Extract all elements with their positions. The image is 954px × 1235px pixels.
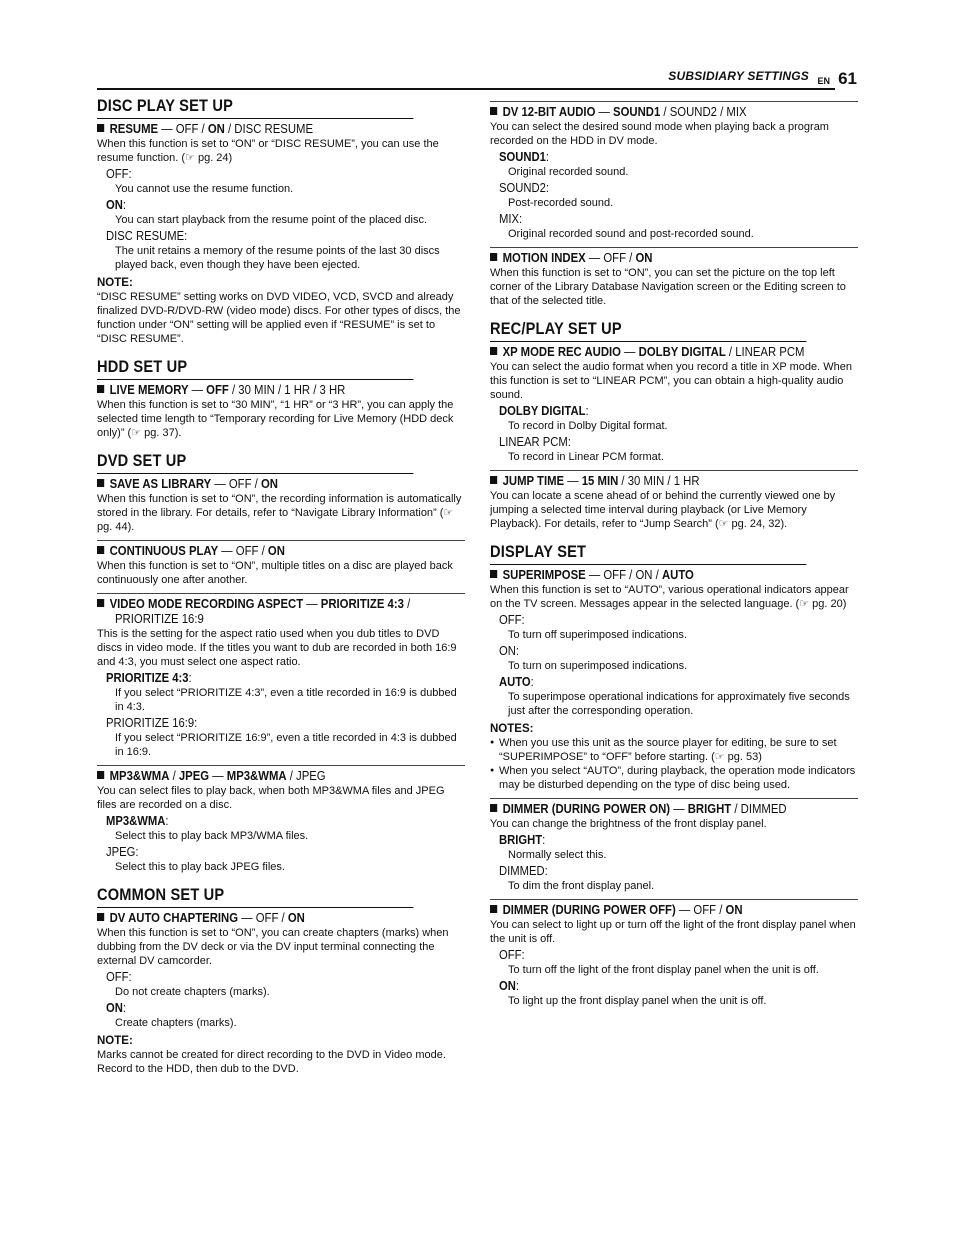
option-colon: : — [128, 167, 132, 181]
option-name: BRIGHT — [499, 833, 543, 847]
page-number: 61 — [838, 69, 857, 88]
setting-heading — [97, 769, 428, 784]
note-text: “DISC RESUME” setting works on DVD VIDEO, VCD, SVCD and already finalized DVD-R/DVD-RW (video mode) discs. For other types of discs, the function under “ON” setting will be applied even if “RESUME” is set to “DISC RESUME”. — [97, 291, 461, 345]
setting-option-bold: ON — [267, 544, 285, 558]
option-label-dolby-digital — [499, 404, 822, 419]
setting-description: You can select the audio format when you record a title in XP mode. When this function is set to “LINEAR PCM”, you can obtain a high-quality audio sound. — [490, 361, 852, 401]
setting-description: You can change the brightness of the front display panel. — [490, 818, 767, 830]
option-label-mp3-wma — [106, 814, 429, 829]
option-name: PRIORITIZE 16:9 — [106, 716, 195, 730]
setting-option-text: — — [621, 345, 639, 359]
option-name: OFF — [106, 167, 129, 181]
option-name: OFF — [106, 970, 129, 984]
option-label-sound2 — [499, 181, 822, 196]
option-name: ON — [106, 1001, 123, 1015]
option-name: DIMMED — [499, 864, 545, 878]
setting-option-text: — OFF / — [675, 903, 726, 917]
option-colon: : — [544, 864, 548, 878]
setting-option-text: — OFF / — [238, 911, 288, 925]
option-description: Post-recorded sound. — [508, 197, 614, 209]
setting-item-dv-12-bit-audio — [490, 101, 858, 241]
option-label-on — [499, 979, 822, 994]
setting-description: When this function is set to “ON”, multiple titles on a disc are played back continuously one after another. — [97, 560, 453, 586]
setting-option-bold: AUTO — [661, 568, 694, 582]
option-description: You cannot use the resume function. — [115, 183, 294, 195]
setting-description: When this function is set to “ON” or “DISC RESUME”, you can use the resume function. (☞ pg. 24) — [97, 138, 439, 164]
setting-option-bold: DOLBY DIGITAL — [638, 345, 726, 359]
option-description: To turn on superimposed indications. — [508, 660, 688, 672]
option-label-on — [106, 1001, 429, 1016]
setting-option-bold: LIVE MEMORY — [109, 383, 189, 397]
setting-option-text: — — [595, 105, 614, 119]
option-description: To turn off the light of the front display panel when the unit is off. — [508, 964, 819, 976]
setting-option-bold: SAVE AS LIBRARY — [109, 477, 212, 491]
setting-option-bold: SOUND1 — [613, 105, 661, 119]
setting-option-bold: ON — [260, 477, 278, 491]
setting-option-bold: JUMP TIME — [502, 474, 565, 488]
setting-option-text: — — [188, 383, 207, 397]
note-list-item: ● When you select “AUTO”, during playback, the operation mode indicators may be disturbed depending on the type of disc being used. — [490, 764, 858, 792]
option-colon: : — [545, 181, 550, 195]
setting-item-live-memory — [97, 383, 465, 440]
setting-option-bold: PRIORITIZE 4:3 — [320, 597, 404, 611]
option-label-on — [499, 644, 822, 659]
right-column — [490, 95, 858, 1008]
setting-item-mp3-wma — [97, 765, 465, 874]
square-bullet-icon — [97, 771, 104, 779]
setting-heading — [490, 903, 821, 918]
option-name: DOLBY DIGITAL — [499, 404, 586, 418]
setting-description: When this function is set to “ON”, the recording information is automatically stored in the library. For details, refer to “Navigate Library Information” (☞ pg. 44). — [97, 493, 462, 533]
option-name: SOUND2 — [499, 181, 546, 195]
setting-option-text: — — [670, 802, 688, 816]
setting-option-bold: DIMMER (DURING POWER OFF) — [502, 903, 676, 917]
setting-heading — [97, 477, 428, 492]
setting-heading-continued: PRIORITIZE 16:9 — [115, 612, 204, 626]
option-label-bright — [499, 833, 822, 848]
notes-title: NOTES: — [490, 723, 534, 735]
setting-item-video-mode-recording-aspect — [97, 593, 465, 759]
setting-description: You can locate a scene ahead of or behind the currently viewed one by jumping a selected time interval during playback (or Live Memory Playback). For details, refer to “Jump Search” (☞ pg. 24, 32). — [490, 490, 836, 530]
option-description: To light up the front display panel when the unit is off. — [508, 995, 767, 1007]
option-colon: : — [515, 979, 520, 993]
section-title-display-set: DISPLAY SET — [490, 541, 806, 565]
setting-option-bold: XP MODE REC AUDIO — [502, 345, 622, 359]
option-colon: : — [194, 716, 198, 730]
option-description: If you select “PRIORITIZE 16:9”, even a title recorded in 4:3 is dubbed in 16:9. — [115, 732, 457, 758]
square-bullet-icon — [490, 804, 497, 812]
option-colon: : — [521, 613, 525, 627]
setting-item-dv-auto-chaptering — [97, 911, 465, 1076]
setting-description: When this function is set to “30 MIN”, “1 HR” or “3 HR”, you can apply the selected time length to “Temporary recording for Live Memory (HDD deck only)” (☞ pg. 37). — [97, 399, 454, 439]
option-colon: : — [530, 675, 534, 689]
setting-item-dimmer-during-power-off — [490, 899, 858, 1008]
option-name: DISC RESUME — [106, 229, 185, 243]
option-name: ON — [499, 644, 516, 658]
option-label-prioritize-16-9 — [106, 716, 429, 731]
square-bullet-icon — [490, 476, 497, 484]
option-label-jpeg — [106, 845, 429, 860]
setting-heading — [490, 802, 821, 817]
option-description: Select this to play back MP3/WMA files. — [115, 830, 309, 842]
setting-option-text: — OFF / — [158, 122, 208, 136]
setting-option-bold: MP3&WMA — [109, 769, 170, 783]
section-title-disc-play-set-up: DISC PLAY SET UP — [97, 95, 413, 119]
option-description: Original recorded sound and post-recorded sound. — [508, 228, 754, 240]
setting-option-text: — — [303, 597, 321, 611]
note-text: Marks cannot be created for direct recording to the DVD in Video mode. Record to the HDD, then dub to the DVD. — [97, 1049, 446, 1075]
setting-description: You can select files to play back, when both MP3&WMA files and JPEG files are recorded on a disc. — [97, 785, 445, 811]
option-colon: : — [122, 198, 127, 212]
setting-heading — [97, 122, 428, 137]
setting-option-bold: ON — [725, 903, 743, 917]
setting-option-bold: MOTION INDEX — [502, 251, 586, 265]
option-label-on — [106, 198, 429, 213]
setting-description: When this function is set to “ON”, you can create chapters (marks) when dubbing from the DV deck or via the DV input terminal connecting the external DV camcorder. — [97, 927, 449, 967]
option-name: ON — [499, 979, 516, 993]
setting-option-text: — — [209, 769, 227, 783]
setting-option-bold: DV AUTO CHAPTERING — [109, 911, 239, 925]
option-colon: : — [521, 948, 525, 962]
option-name: MP3&WMA — [106, 814, 166, 828]
section-title-hdd-set-up: HDD SET UP — [97, 356, 413, 380]
option-label-off — [499, 613, 822, 628]
option-description: Do not create chapters (marks). — [115, 986, 270, 998]
option-description: Normally select this. — [508, 849, 607, 861]
option-description: To dim the front display panel. — [508, 880, 655, 892]
option-name: ON — [106, 198, 123, 212]
option-description: Select this to play back JPEG files. — [115, 861, 285, 873]
setting-item-motion-index — [490, 247, 858, 308]
option-label-off — [499, 948, 822, 963]
option-name: JPEG — [106, 845, 136, 859]
option-label-auto — [499, 675, 822, 690]
setting-option-text: / 30 MIN / 1 HR / 3 HR — [228, 383, 346, 397]
setting-item-jump-time — [490, 470, 858, 531]
section-title-dvd-set-up: DVD SET UP — [97, 450, 413, 474]
language-tag: EN — [817, 76, 830, 86]
option-label-sound1 — [499, 150, 822, 165]
setting-description: This is the setting for the aspect ratio used when you dub titles to DVD discs in video mode. If the titles you want to dub are recorded in both 16:9 and 4:3, you must select one aspect ratio. — [97, 628, 457, 668]
setting-option-text: / LINEAR PCM — [725, 345, 805, 359]
option-description: You can start playback from the resume point of the placed disc. — [115, 214, 428, 226]
option-label-off — [106, 167, 429, 182]
option-description: To superimpose operational indications for approximately five seconds just after the corresponding operation. — [508, 691, 850, 717]
option-description: To record in Dolby Digital format. — [508, 420, 668, 432]
option-colon: : — [515, 644, 520, 658]
option-description: To turn off superimposed indications. — [508, 629, 687, 641]
option-name: LINEAR PCM — [499, 435, 568, 449]
setting-option-bold: ON — [207, 122, 225, 136]
option-colon: : — [128, 970, 132, 984]
setting-item-resume — [97, 122, 465, 346]
option-description: The unit retains a memory of the resume points of the last 30 discs played back, even though they have been ejected. — [115, 245, 440, 271]
setting-option-bold: JPEG — [178, 769, 210, 783]
square-bullet-icon — [97, 479, 104, 487]
setting-option-text: — OFF / — [218, 544, 268, 558]
left-column — [97, 95, 465, 1076]
square-bullet-icon — [490, 347, 497, 355]
option-colon: : — [122, 1001, 127, 1015]
page-header — [97, 66, 857, 90]
square-bullet-icon — [97, 599, 104, 607]
setting-option-bold: DV 12-BIT AUDIO — [502, 105, 596, 119]
setting-heading — [490, 345, 821, 360]
setting-option-text: / DIMMED — [731, 802, 787, 816]
setting-heading — [97, 383, 428, 398]
setting-option-bold: CONTINUOUS PLAY — [109, 544, 219, 558]
setting-option-bold: BRIGHT — [687, 802, 732, 816]
option-colon: : — [567, 435, 571, 449]
option-colon: : — [519, 212, 523, 226]
setting-heading — [97, 544, 428, 559]
setting-description: When this function is set to “ON”, you can set the picture on the top left corner of the Library Database Navigation screen or the Editing screen to that of the selected title. — [490, 267, 846, 307]
square-bullet-icon — [490, 253, 497, 261]
setting-heading — [490, 568, 821, 583]
option-name: PRIORITIZE 4:3 — [106, 671, 189, 685]
setting-option-text: / 30 MIN / 1 HR — [618, 474, 700, 488]
notes-list — [490, 736, 858, 792]
square-bullet-icon — [97, 546, 104, 554]
setting-description: You can select to light up or turn off the light of the front display panel when the unit is off. — [490, 919, 856, 945]
setting-description: You can select the desired sound mode when playing back a program recorded on the HDD in DV mode. — [490, 121, 829, 147]
square-bullet-icon — [490, 905, 497, 913]
setting-option-text: — OFF / — [211, 477, 261, 491]
option-name: MIX — [499, 212, 520, 226]
setting-item-superimpose — [490, 568, 858, 792]
option-name: AUTO — [499, 675, 531, 689]
option-colon: : — [165, 814, 169, 828]
option-label-off — [106, 970, 429, 985]
square-bullet-icon — [490, 570, 497, 578]
option-name: OFF — [499, 948, 522, 962]
option-label-prioritize-4-3 — [106, 671, 429, 686]
square-bullet-icon — [97, 124, 104, 132]
setting-item-continuous-play — [97, 540, 465, 587]
option-colon: : — [184, 229, 188, 243]
setting-option-text: / DISC RESUME — [224, 122, 314, 136]
option-colon: : — [188, 671, 192, 685]
setting-option-bold: OFF — [206, 383, 229, 397]
setting-option-text: / — [403, 597, 411, 611]
note-list-item: ● When you use this unit as the source player for editing, be sure to set “SUPERIMPOSE” to “OFF” before starting. (☞ pg. 53) — [490, 736, 858, 764]
setting-option-bold: MP3&WMA — [226, 769, 287, 783]
option-colon: : — [542, 833, 546, 847]
setting-option-bold: SUPERIMPOSE — [502, 568, 586, 582]
setting-option-text: / JPEG — [286, 769, 326, 783]
setting-option-bold: ON — [635, 251, 653, 265]
section-title-rec-play-set-up: REC/PLAY SET UP — [490, 318, 806, 342]
setting-option-bold: VIDEO MODE RECORDING ASPECT — [109, 597, 304, 611]
option-label-dimmed — [499, 864, 822, 879]
setting-option-text: — OFF / — [585, 251, 636, 265]
setting-heading — [490, 474, 821, 489]
setting-option-text: — OFF / ON / — [585, 568, 662, 582]
note-title: NOTE: — [97, 277, 133, 289]
option-label-mix — [499, 212, 822, 227]
option-description: Original recorded sound. — [508, 166, 629, 178]
option-description: Create chapters (marks). — [115, 1017, 237, 1029]
setting-description: When this function is set to “AUTO”, various operational indicators appear on the TV screen. Messages appear in the selected language. (☞ pg. 20) — [490, 584, 849, 610]
option-label-disc-resume — [106, 229, 429, 244]
setting-option-text: / SOUND2 / MIX — [660, 105, 747, 119]
option-name: SOUND1 — [499, 150, 546, 164]
setting-heading — [97, 597, 428, 627]
setting-heading — [490, 251, 821, 266]
section-running-title: SUBSIDIARY SETTINGS — [668, 69, 809, 83]
setting-item-dimmer-during-power-on — [490, 798, 858, 893]
setting-option-bold: 15 MIN — [581, 474, 619, 488]
option-colon: : — [545, 150, 550, 164]
option-colon: : — [585, 404, 589, 418]
setting-heading — [490, 105, 821, 120]
setting-option-text: / — [169, 769, 179, 783]
option-label-linear-pcm — [499, 435, 822, 450]
setting-option-text: — — [564, 474, 582, 488]
note-title: NOTE: — [97, 1035, 133, 1047]
option-name: OFF — [499, 613, 522, 627]
option-description: If you select “PRIORITIZE 4:3”, even a title recorded in 16:9 is dubbed in 4:3. — [115, 687, 457, 713]
setting-option-bold: ON — [287, 911, 305, 925]
square-bullet-icon — [490, 107, 497, 115]
square-bullet-icon — [97, 385, 104, 393]
setting-option-bold: DIMMER (DURING POWER ON) — [502, 802, 671, 816]
setting-item-save-as-library — [97, 477, 465, 534]
option-colon: : — [135, 845, 139, 859]
option-description: To record in Linear PCM format. — [508, 451, 664, 463]
section-title-common-set-up: COMMON SET UP — [97, 884, 413, 908]
setting-option-bold: RESUME — [109, 122, 159, 136]
setting-heading — [97, 911, 428, 926]
square-bullet-icon — [97, 913, 104, 921]
setting-item-xp-mode-rec-audio — [490, 345, 858, 464]
